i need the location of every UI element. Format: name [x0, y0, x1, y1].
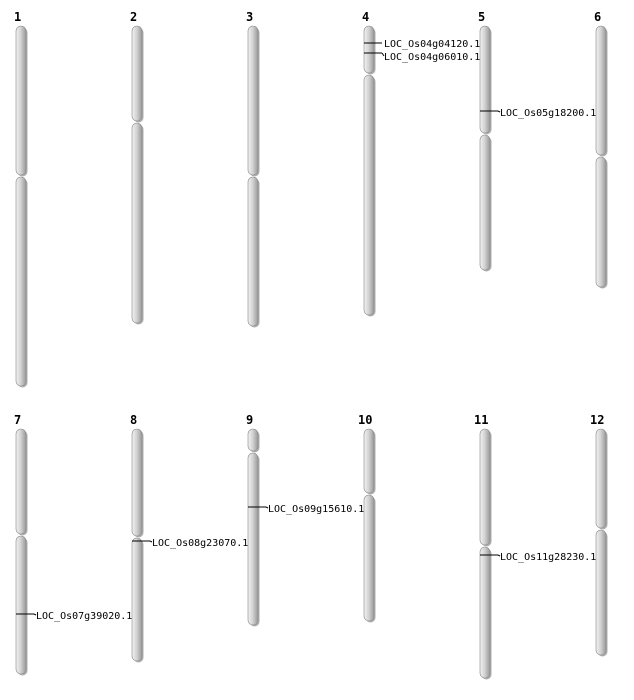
gene-marker	[16, 611, 132, 622]
chromosome-short-arm	[16, 26, 26, 175]
gene-marker	[248, 504, 364, 515]
chromosome-short-arm	[480, 429, 490, 545]
chromosome-4	[362, 10, 376, 317]
chromosome-long-arm	[596, 530, 606, 655]
chromosome-10	[358, 413, 376, 623]
gene-label: LOC_Os05g18200.1	[500, 108, 597, 119]
gene-marker	[364, 39, 480, 50]
chromosome-long-arm	[364, 75, 374, 315]
chromosome-long-arm	[132, 123, 142, 323]
chromosome-1	[14, 10, 28, 388]
gene-label: LOC_Os04g04120.1	[384, 39, 481, 50]
chromosome-8	[130, 413, 144, 663]
chromosome-label: 3	[246, 10, 254, 24]
chromosome-6	[594, 10, 608, 289]
chromosome-short-arm	[596, 429, 606, 528]
chromosome-long-arm	[132, 538, 142, 661]
chromosome-long-arm	[248, 177, 258, 326]
chromosome-short-arm	[364, 429, 374, 493]
chromosome-12	[590, 413, 608, 657]
chromosome-label: 9	[246, 413, 254, 427]
chromosome-long-arm	[16, 177, 26, 386]
chromosome-label: 4	[362, 10, 370, 24]
chromosome-label: 6	[594, 10, 602, 24]
gene-label: LOC_Os08g23070.1	[152, 538, 249, 549]
chromosome-short-arm	[132, 26, 142, 121]
gene-marker	[132, 538, 248, 549]
chromosome-11	[474, 413, 492, 680]
gene-label: LOC_Os04g06010.1	[384, 52, 481, 63]
gene-marker	[480, 108, 596, 119]
chromosome-3	[246, 10, 260, 328]
chromosome-label: 10	[358, 413, 373, 427]
chromosome-7	[14, 413, 28, 676]
chromosome-short-arm	[16, 429, 26, 534]
gene-marker	[480, 552, 596, 563]
chromosome-short-arm	[364, 26, 374, 73]
chromosome-label: 12	[590, 413, 605, 427]
chromosome-short-arm	[596, 26, 606, 155]
chromosome-label: 5	[478, 10, 486, 24]
chromosome-short-arm	[248, 429, 258, 451]
chromosome-label: 11	[474, 413, 489, 427]
chromosome-long-arm	[480, 135, 490, 270]
chromosome-label: 2	[130, 10, 138, 24]
chromosome-label: 1	[14, 10, 22, 24]
gene-label: LOC_Os07g39020.1	[36, 611, 133, 622]
chromosome-short-arm	[248, 26, 258, 175]
gene-label: LOC_Os09g15610.1	[268, 504, 365, 515]
chromosome-long-arm	[364, 495, 374, 621]
chromosome-long-arm	[16, 536, 26, 674]
chromosome-9	[246, 413, 260, 627]
chromosome-long-arm	[480, 547, 490, 678]
gene-label: LOC_Os11g28230.1	[500, 552, 597, 563]
chromosome-long-arm	[248, 453, 258, 625]
chromosome-short-arm	[480, 26, 490, 133]
gene-marker	[364, 52, 480, 63]
chromosome-short-arm	[132, 429, 142, 536]
chromosome-long-arm	[596, 157, 606, 287]
chromosome-2	[130, 10, 144, 325]
chromosome-label: 7	[14, 413, 22, 427]
chromosome-label: 8	[130, 413, 138, 427]
